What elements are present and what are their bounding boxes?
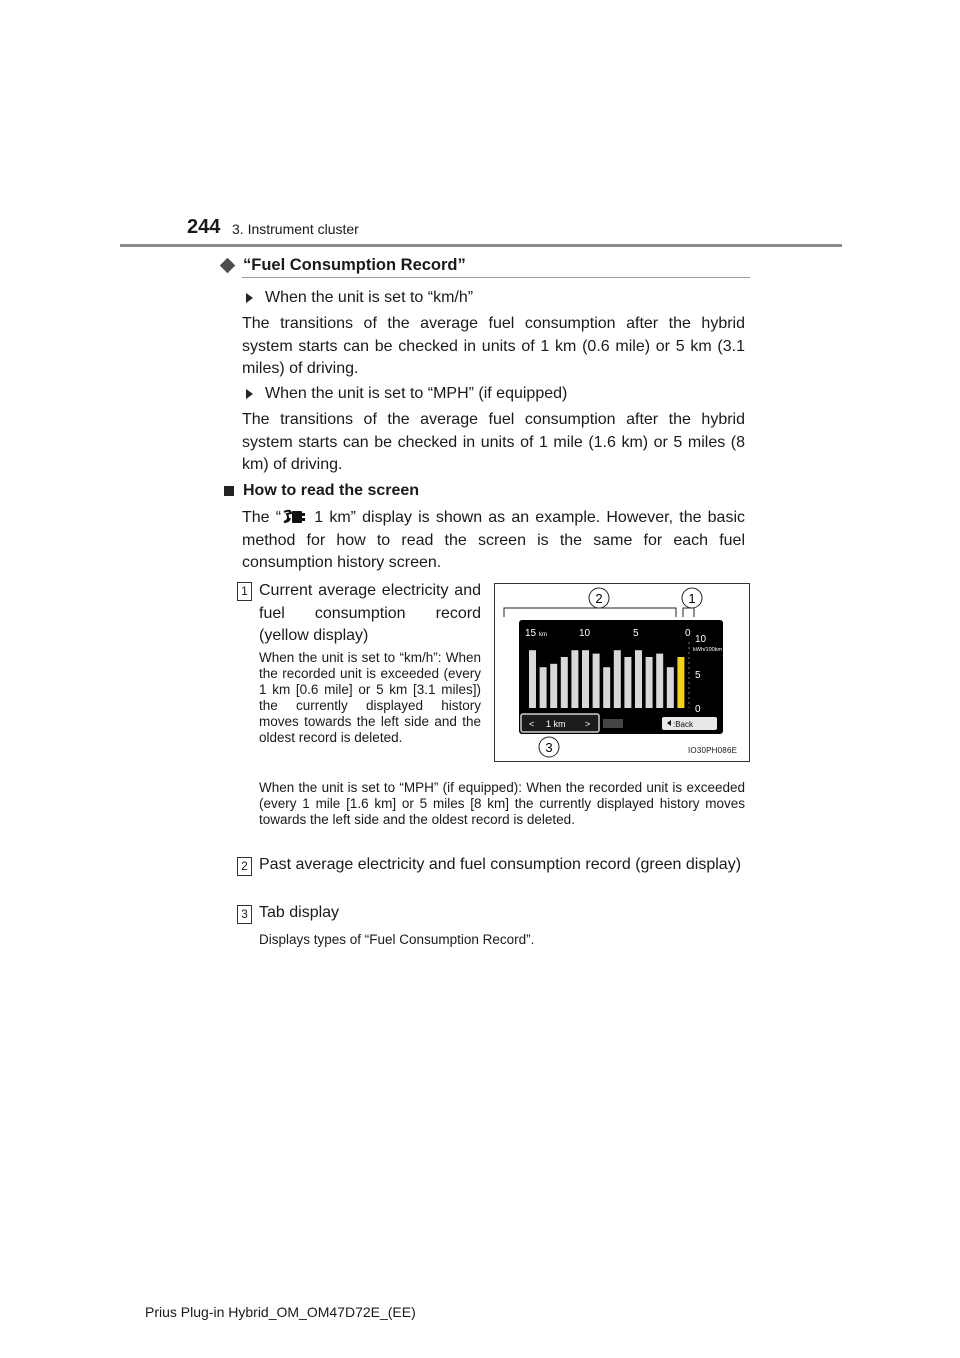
chapter-title: 3. Instrument cluster	[232, 221, 359, 237]
x-tick-15: 15	[525, 628, 537, 639]
item-2-title: Past average electricity and fuel consumption record (green display)	[259, 856, 742, 873]
display-screen	[519, 620, 723, 734]
section-heading	[218, 256, 466, 275]
chart-bar	[540, 667, 547, 708]
item-3-title: Tab display	[259, 904, 340, 921]
footer-text: Prius Plug-in Hybrid_OM_OM47D72E_(EE)	[145, 1304, 416, 1320]
y-tick-10: 10	[695, 634, 707, 645]
chart-bar	[529, 650, 536, 708]
bar-group	[529, 650, 684, 708]
chart-bar	[614, 650, 621, 708]
item-1-title: Current average electricity and fuel consumption record (yellow display)	[259, 582, 481, 644]
chart-bar	[561, 657, 568, 708]
tab-stripes	[603, 719, 623, 728]
chart-bar	[656, 654, 663, 708]
chart-bar	[624, 657, 631, 708]
square-bullet-icon	[224, 486, 234, 496]
how-to-read-heading: How to read the screen	[224, 482, 419, 500]
item-1-note-mph: When the unit is set to “MPH” (if equipped): When the recorded unit is exceeded (every 1 mile [1.6 km] or 5 miles [8 km] the currently displayed history moves towards the left side and the oldest record is deleted.	[259, 780, 745, 827]
chart-bar	[635, 650, 642, 708]
consumption-chart	[519, 620, 723, 734]
item-3-note: Displays types of “Fuel Consumption Record”.	[259, 932, 535, 947]
figure-code: IO30PH086E	[688, 746, 738, 755]
back-label: :Back	[673, 720, 694, 729]
callout-3: 3	[545, 740, 553, 755]
chart-bar	[677, 657, 684, 708]
km-paragraph: The transitions of the average fuel consumption after the hybrid system starts can be checked in units of 1 km (0.6 mile) or 5 km (3.1 miles) of driving.	[242, 315, 745, 377]
header-rule	[120, 244, 842, 247]
tab-next-icon: >	[585, 719, 591, 729]
chart-bar	[603, 667, 610, 708]
x-tick-0: 0	[685, 628, 691, 639]
diamond-bullet-icon	[220, 258, 236, 274]
x-tick-5: 5	[633, 628, 639, 639]
x-tick-10: 10	[579, 628, 591, 639]
section-title: “Fuel Consumption Record”	[243, 256, 466, 274]
tab-prev-icon: <	[529, 719, 535, 729]
how-to-read-intro: The “ 1 km” display is shown as an example. However, the basic method for how to read the screen is the same for each fuel consumption history screen.	[242, 509, 746, 571]
y-unit-label: kWh/100km	[693, 647, 723, 653]
y-tick-0: 0	[695, 704, 701, 715]
callout-1: 1	[688, 591, 696, 606]
fuel-record-icon	[281, 508, 308, 525]
page-number: 244	[187, 216, 221, 238]
callout-2: 2	[595, 591, 603, 606]
item-marker-3: 3	[237, 905, 252, 924]
triangle-bullet-icon	[246, 389, 253, 399]
mph-unit-label: When the unit is set to “MPH” (if equipped)	[246, 385, 567, 403]
item-marker-2: 2	[237, 857, 252, 876]
tab-label: 1 km	[546, 719, 566, 729]
chart-bar	[571, 650, 578, 708]
item-marker-1: 1	[237, 582, 252, 601]
chart-bar	[667, 667, 674, 708]
chart-bar	[593, 654, 600, 708]
triangle-bullet-icon	[246, 293, 253, 303]
mph-paragraph: The transitions of the average fuel consumption after the hybrid system starts can be checked in units of 1 mile (1.6 km) or 5 miles (8 km) of driving.	[242, 411, 745, 473]
x-unit-km: km	[539, 632, 547, 638]
y-tick-5: 5	[695, 670, 701, 681]
chart-bar	[646, 657, 653, 708]
section-rule	[242, 277, 750, 278]
item-1-note-km: When the unit is set to “km/h”: When the recorded unit is exceeded (every 1 km [0.6 mile] or 5 km [3.1 miles]) the currently displayed history moves towards the left side and the oldest record is deleted.	[259, 650, 481, 745]
km-unit-label: When the unit is set to “km/h”	[246, 289, 473, 307]
chart-bar	[550, 664, 557, 708]
chart-bar	[582, 650, 589, 708]
